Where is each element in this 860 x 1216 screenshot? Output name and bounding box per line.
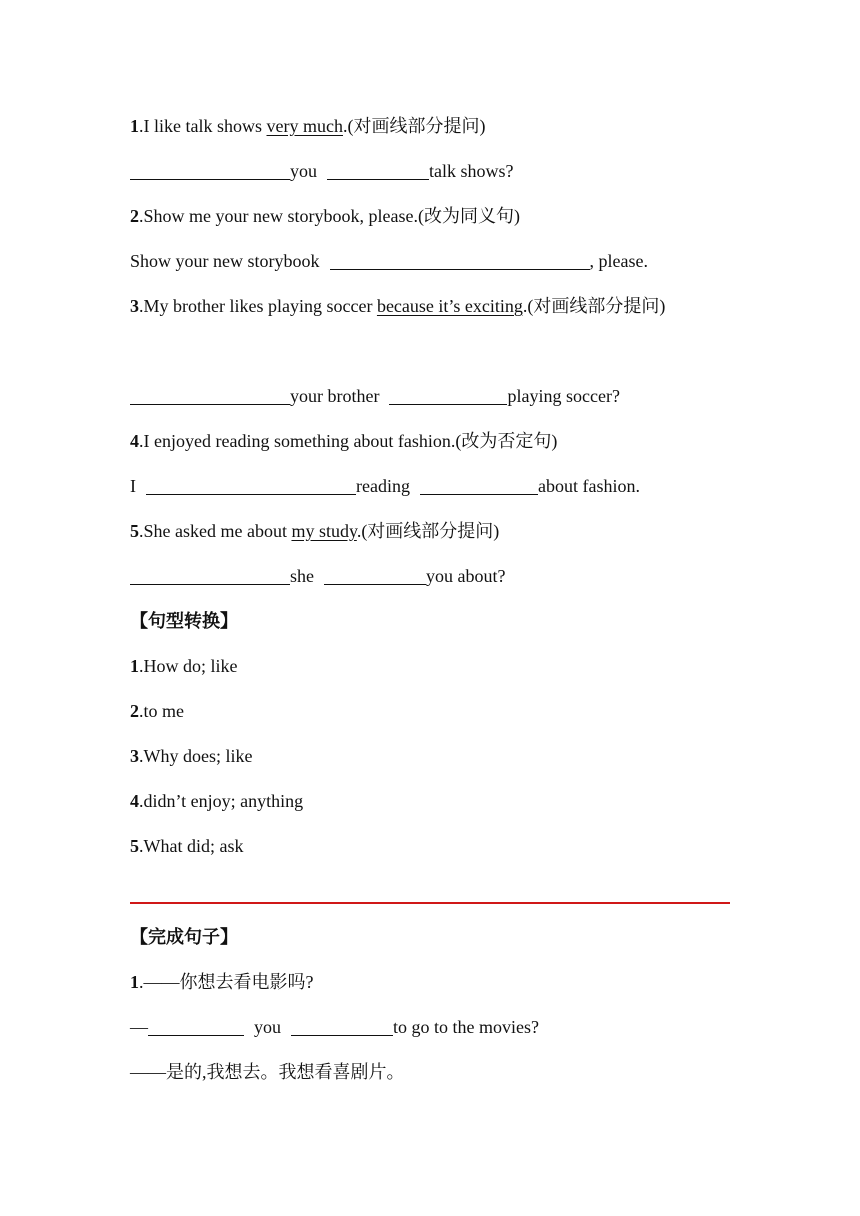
blank[interactable] (130, 566, 290, 585)
blank[interactable] (389, 386, 507, 405)
answer-line-3: your brother playing soccer? (130, 374, 730, 419)
answer-item-5: 5.What did; ask (130, 836, 244, 856)
question-4: 4.I enjoyed reading something about fashion.(改为否定句) (130, 431, 558, 451)
question-1: 1.I like talk shows very much.(对画线部分提问) (130, 116, 486, 136)
answer-line-1: you talk shows? (130, 149, 730, 194)
section-divider (130, 902, 730, 904)
section-heading-answers: 【句型转换】 (130, 611, 238, 632)
answer-item-1: 1.How do; like (130, 656, 238, 676)
complete-answer-line-1: — you to go to the movies? (130, 1017, 539, 1037)
question-5: 5.She asked me about my study.(对画线部分提问) (130, 521, 500, 541)
answer-item-4: 4.didn’t enjoy; anything (130, 791, 304, 811)
blank[interactable] (148, 1017, 244, 1036)
answer-line-5: she you about? (130, 554, 730, 599)
answer-item-2: 2.to me (130, 701, 184, 721)
answer-line-2: Show your new storybook , please. (130, 251, 648, 271)
underlined-phrase: my study (291, 521, 357, 541)
question-3: 3.My brother likes playing soccer because it’s exciting.(对画线部分提问) (130, 296, 666, 316)
blank[interactable] (324, 566, 426, 585)
underlined-phrase: very much (266, 116, 343, 136)
blank[interactable] (327, 161, 429, 180)
blank[interactable] (291, 1017, 393, 1036)
question-2: 2.Show me your new storybook, please.(改为同义句) (130, 206, 520, 226)
blank[interactable] (146, 476, 356, 495)
answer-line-4: I reading about fashion. (130, 476, 640, 496)
blank[interactable] (130, 386, 290, 405)
blank[interactable] (330, 251, 590, 270)
complete-question-1: 1.——你想去看电影吗? (130, 972, 314, 992)
document-page (130, 104, 730, 869)
blank[interactable] (130, 161, 290, 180)
complete-reply-1: ——是的,我想去。我想看喜剧片。 (130, 1062, 405, 1082)
underlined-phrase: because it’s exciting (376, 296, 523, 316)
answer-item-3: 3.Why does; like (130, 746, 253, 766)
section-heading-complete: 【完成句子】 (130, 927, 238, 948)
blank[interactable] (420, 476, 538, 495)
document-page-section-2 (130, 915, 730, 1095)
